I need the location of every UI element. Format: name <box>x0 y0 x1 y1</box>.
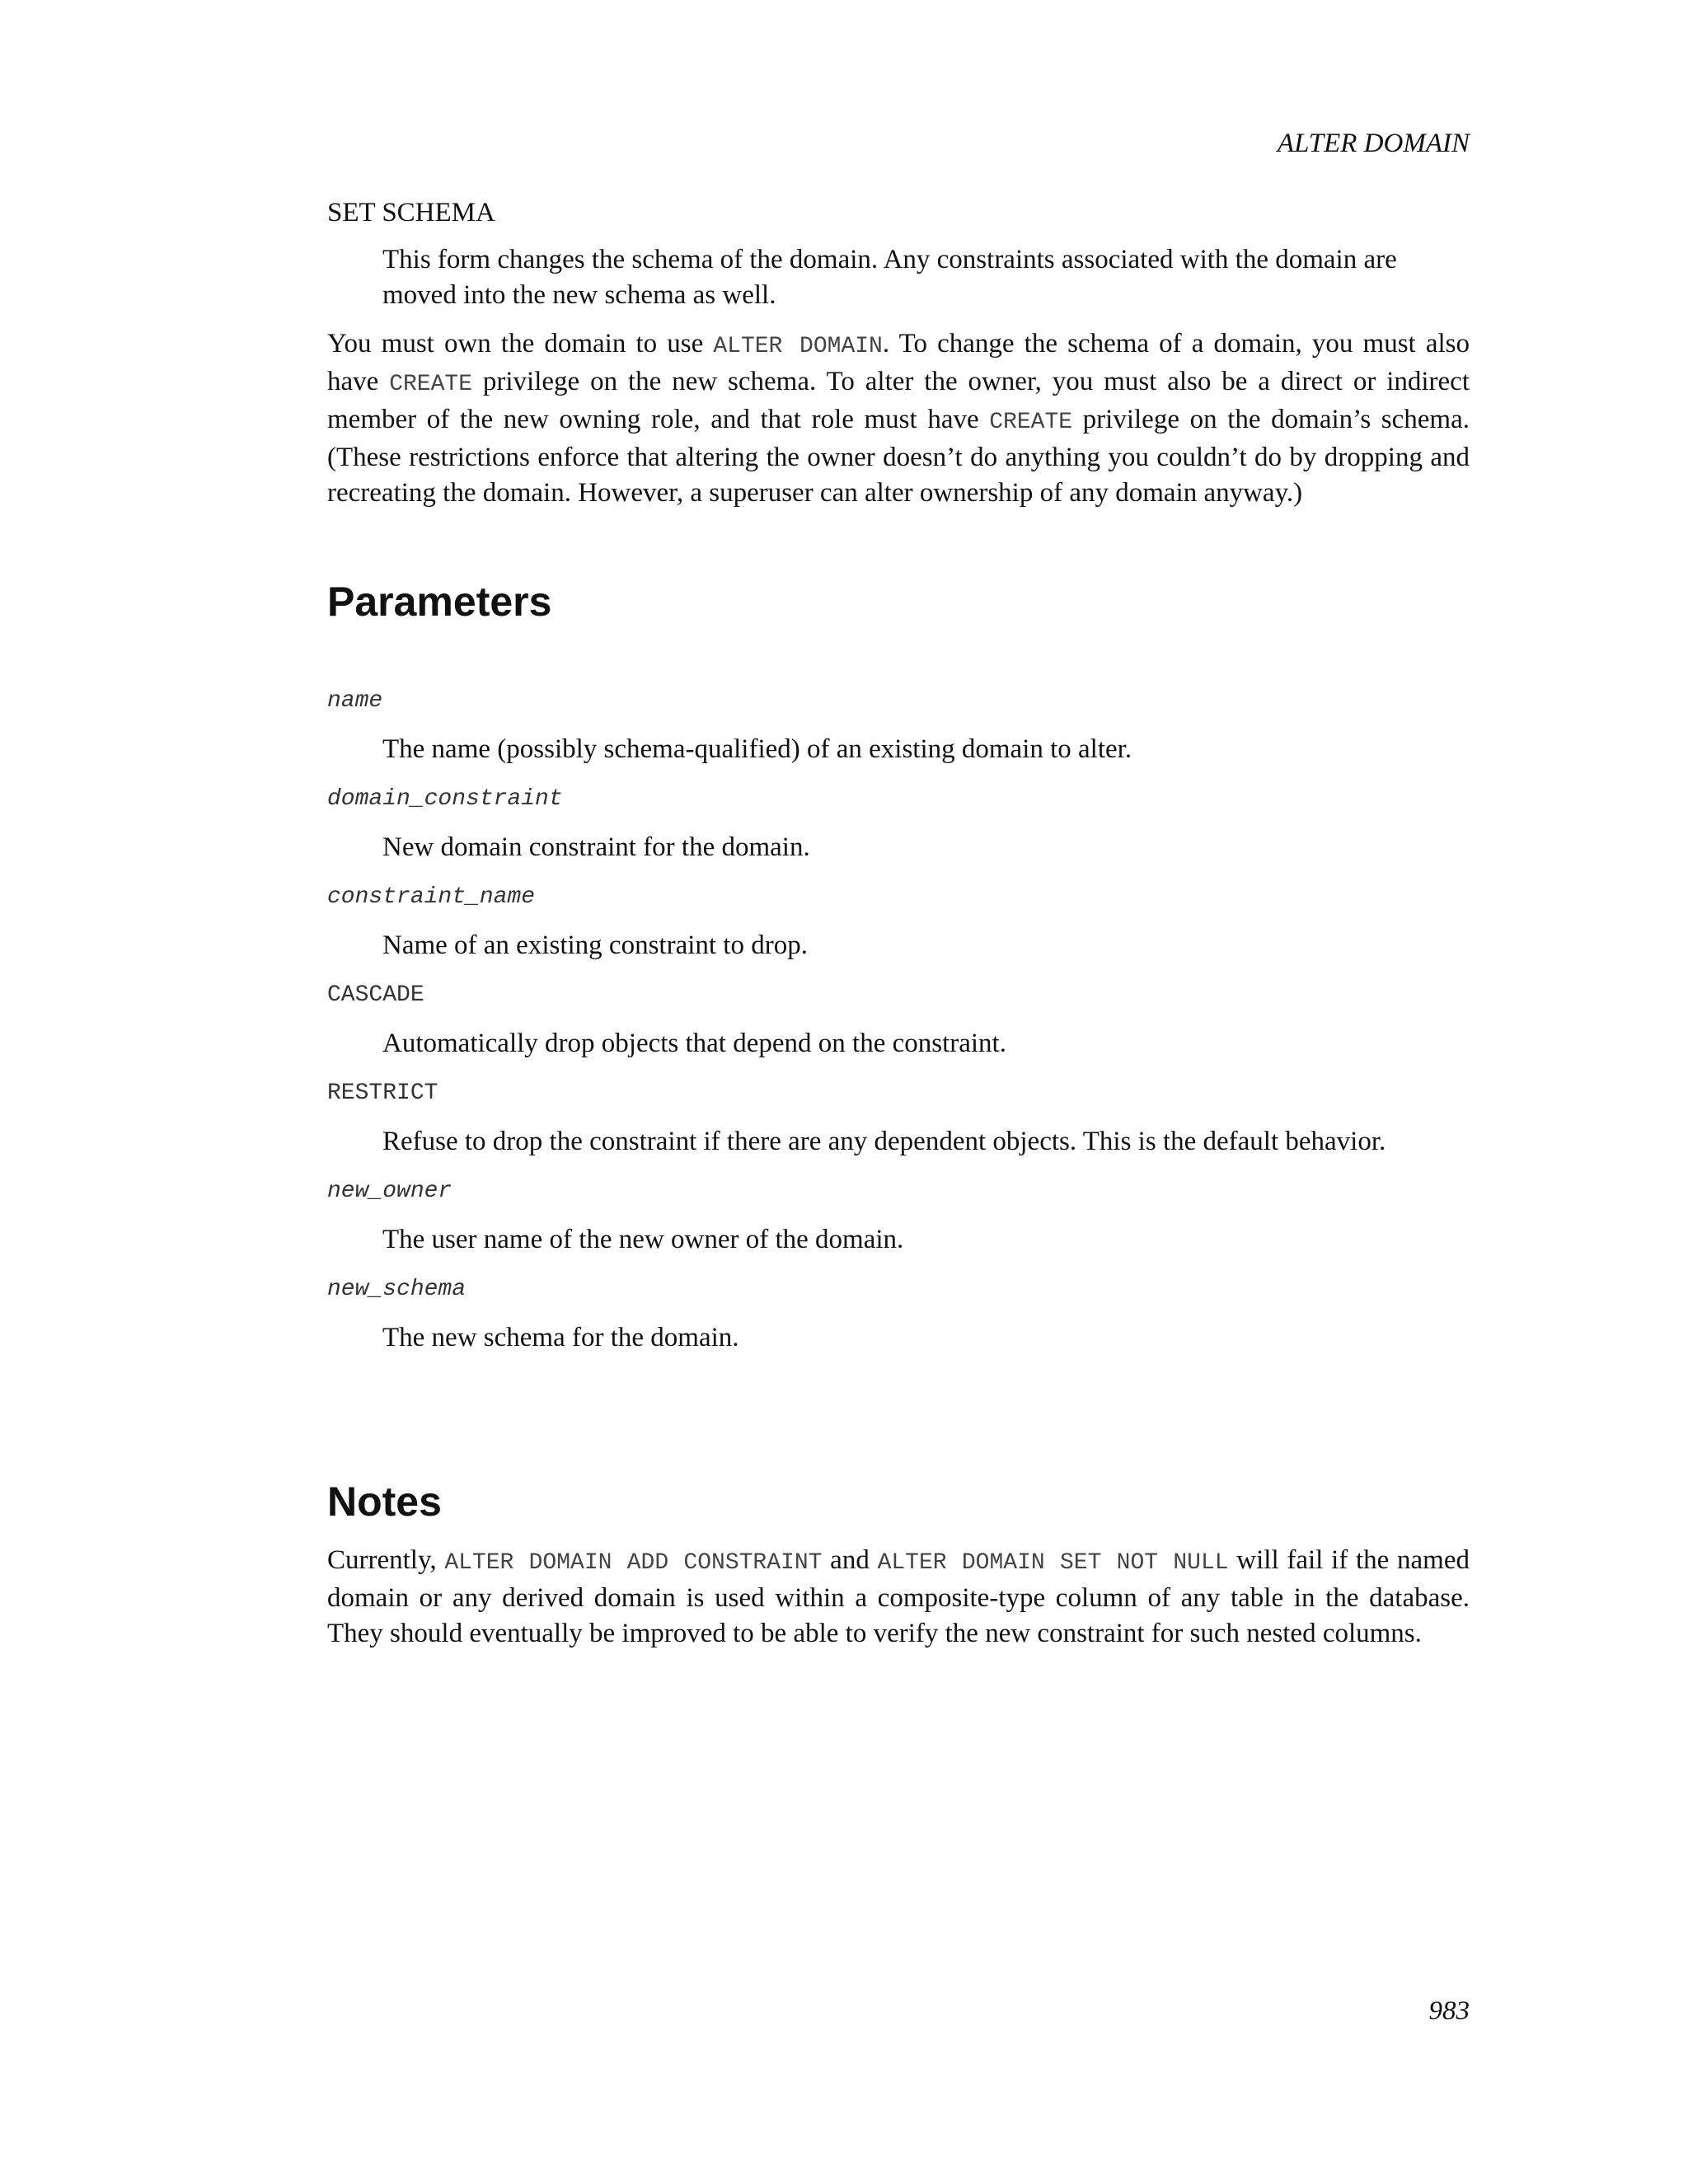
page-number: 983 <box>1428 1996 1470 2026</box>
param-description-new-owner: The user name of the new owner of the domain. <box>382 1225 904 1254</box>
document-page <box>327 0 1470 2184</box>
param-description-cascade: Automatically drop objects that depend on the constraint. <box>382 1029 1006 1058</box>
param-term-new-schema: new_schema <box>327 1277 467 1302</box>
text-run: will fail if the named domain or any derived domain is used within a composite-type column of any table in the database. They should eventually be improved to be able to verify the new constraint for such nested columns. <box>327 1545 1470 1648</box>
param-description-restrict: Refuse to drop the constraint if there are any dependent objects. This is the default behavior. <box>382 1127 1386 1156</box>
notes-heading: Notes <box>327 1479 442 1525</box>
text-run: Currently, <box>327 1545 445 1575</box>
inline-code: ALTER DOMAIN SET NOT NULL <box>877 1550 1229 1576</box>
param-term-name: name <box>327 688 383 714</box>
param-term-new-owner: new_owner <box>327 1179 452 1204</box>
param-description-constraint-name: Name of an existing constraint to drop. <box>382 930 808 960</box>
inline-code: ALTER DOMAIN <box>713 334 883 359</box>
parameters-heading: Parameters <box>327 579 552 625</box>
param-term-cascade: CASCADE <box>327 982 424 1008</box>
text-run: and <box>822 1545 878 1575</box>
param-term-domain-constraint: domain_constraint <box>327 786 563 812</box>
description-set-schema: This form changes the schema of the domain. Any constraints associated with the domain are moved into the new schema as well. <box>382 245 1397 310</box>
notes-paragraph <box>327 1543 1470 1652</box>
text-run: privilege on the domain’s schema. (These restrictions enforce that altering the owner doesn’t do anything you couldn’t do by dropping and recreating the domain. However, a superuser can alter ownership of any domain anyway.) <box>327 405 1470 508</box>
running-header: ALTER DOMAIN <box>1277 129 1470 158</box>
inline-code: ALTER DOMAIN ADD CONSTRAINT <box>444 1550 823 1576</box>
param-description-name: The name (possibly schema-qualified) of an existing domain to alter. <box>382 734 1132 764</box>
param-term-restrict: RESTRICT <box>327 1080 438 1106</box>
text-run: privilege on the new schema. To alter the owner, you must also be a direct or indirect member of the new owning role, and that role must have <box>327 367 1470 434</box>
text-run: . To change the schema of a domain, you must also have <box>327 329 1470 396</box>
inline-code: CREATE <box>389 372 473 397</box>
param-description-domain-constraint: New domain constraint for the domain. <box>382 832 810 862</box>
inline-code: CREATE <box>989 410 1073 435</box>
param-description-new-schema: The new schema for the domain. <box>382 1323 739 1352</box>
text-run: You must own the domain to use <box>327 329 714 359</box>
term-set-schema: SET SCHEMA <box>327 198 495 227</box>
privileges-paragraph <box>327 326 1470 511</box>
param-term-constraint-name: constraint_name <box>327 884 536 910</box>
